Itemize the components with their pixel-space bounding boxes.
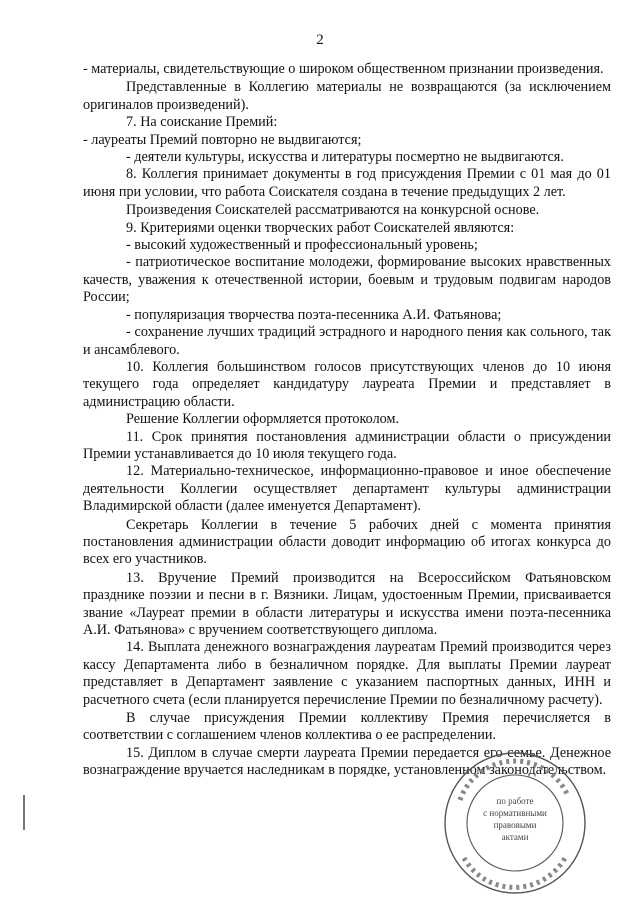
department-seal	[440, 748, 590, 898]
paragraph-item-11: 11. Срок принятия постановления администрации области о присуждении Премии устанавливается до 10 июля текущего года.	[83, 428, 611, 462]
seal-line-4: актами	[501, 832, 529, 842]
paragraph-item-8: 8. Коллегия принимает документы в год присуждения Премии с 01 мая до 01 июня при условии, что работа Соискателя создана в течение предыдущих 2 лет.	[83, 166, 611, 200]
paragraph-materials: - материалы, свидетельствующие о широком общественном признании произведения.	[83, 61, 604, 77]
paragraph-competitive-basis: Произведения Соискателей рассматриваются на конкурсной основе.	[126, 202, 540, 219]
paragraph-item-13: 13. Вручение Премий производится на Всероссийском Фатьяновском празднике поэзии и песни в г. Вязники. Лицам, удостоенным Премии, присваивается звание «Лауреат премии в области литературы и искусства имени поэта-песенника А.И. Фатьянова» с вручением соответствующего диплома.	[83, 569, 611, 638]
paragraph-item-14: 14. Выплата денежного вознаграждения лауреатам Премий производится через кассу Департамента либо в безналичном порядке. Для выплаты Премии лауреат представляет в Департамент заявление с указанием паспортных данных, ИНН и расчетного счета (если планируется перечисление Премии по безналичному расчету).	[83, 639, 611, 708]
paragraph-materials-not-returned: Представленные в Коллегию материалы не возвращаются (за исключением оригиналов произведений).	[83, 79, 611, 113]
paragraph-criterion-popularization: - популяризация творчества поэта-песенника А.И. Фатьянова;	[126, 306, 502, 323]
paragraph-posthumous: - деятели культуры, искусства и литературы посмертно не выдвигаются.	[126, 149, 564, 166]
paragraph-laureates-not-renominated: - лауреаты Премий повторно не выдвигаются;	[83, 131, 362, 148]
paragraph-criterion-patriotic: - патриотическое воспитание молодежи, формирование высоких нравственных качеств, уважения к отечественной истории, боевым и трудовым подвигам народов России;	[83, 254, 611, 306]
paragraph-protocol: Решение Коллегии оформляется протоколом.	[126, 411, 400, 428]
paragraph-item-7: 7. На соискание Премий:	[126, 114, 278, 131]
page-number: 2	[316, 32, 324, 48]
seal-line-1: по работе	[496, 796, 534, 806]
paragraph-item-9: 9. Критериями оценки творческих работ Соискателей являются:	[126, 219, 515, 236]
document-body	[83, 61, 611, 780]
scan-edge-mark	[23, 795, 25, 830]
paragraph-item-12: 12. Материально-техническое, информационно-правовое и иное обеспечение деятельности Коллегии осуществляет департамент культуры администрации Владимирской области (далее именуется Департамент).	[83, 463, 611, 515]
paragraph-collective-award: В случае присуждения Премии коллективу Премия перечисляется в соответствии с соглашением членов коллектива о ее распределении.	[83, 710, 611, 744]
paragraph-criterion-traditions: - сохранение лучших традиций эстрадного и народного пения как сольного, так и ансамблевого.	[83, 324, 611, 358]
seal-graphic	[440, 748, 590, 898]
seal-line-2: с нормативными	[483, 808, 547, 818]
paragraph-secretary: Секретарь Коллегии в течение 5 рабочих дней с момента принятия постановления администрации области доводит информацию об итогах конкурса до всех его участников.	[83, 516, 611, 568]
paragraph-item-15: 15. Диплом в случае смерти лауреата Премии передается его семье. Денежное вознаграждение вручается наследникам в порядке, установленном законодательством.	[83, 744, 611, 779]
paragraph-item-10: 10. Коллегия большинством голосов присутствующих членов до 10 июня текущего года определяет кандидатуру лауреата Премии и представляет в администрацию области.	[83, 358, 611, 410]
seal-line-3: правовыми	[493, 820, 537, 830]
paragraph-criterion-artistic-level: - высокий художественный и профессиональный уровень;	[126, 237, 478, 254]
